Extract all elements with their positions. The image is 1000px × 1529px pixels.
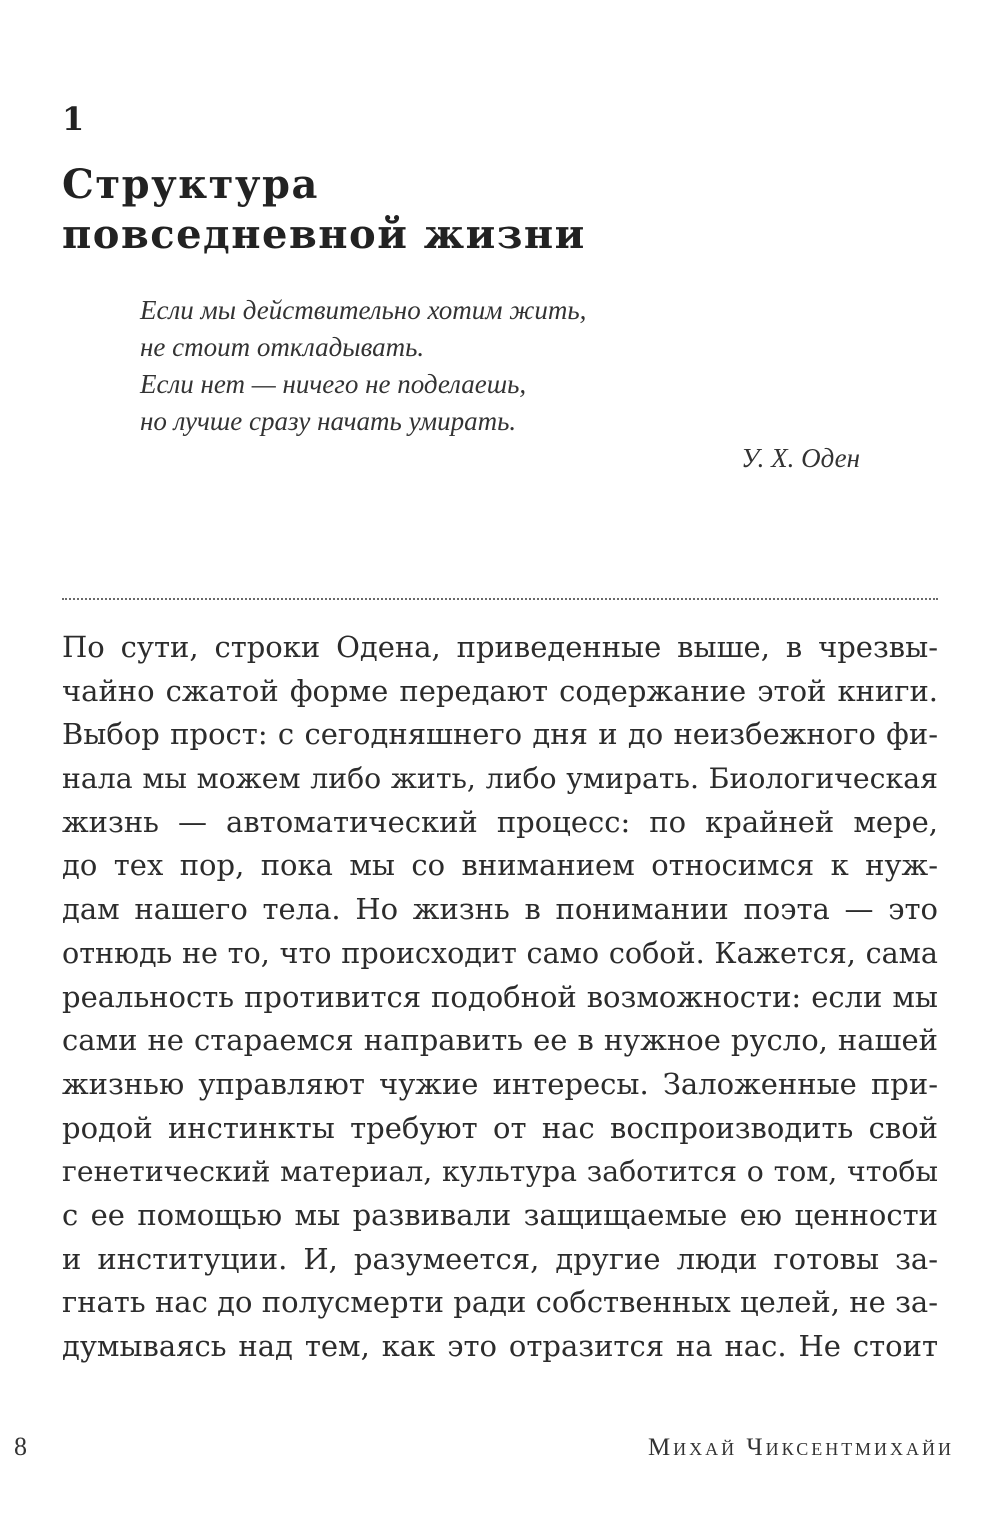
chapter-title xyxy=(62,160,962,260)
body-text xyxy=(62,626,938,1369)
page-number: 8 xyxy=(14,1432,27,1461)
body-line: реальность противится подобной возможности: если мы xyxy=(62,979,938,1014)
body-line: и институции. И, разумеется, другие люди готовы за- xyxy=(62,1241,938,1276)
dotted-divider xyxy=(62,598,938,600)
body-line: гнать нас до полусмерти ради собственных целей, не за- xyxy=(62,1285,938,1320)
body-line: нала мы можем либо жить, либо умирать. Биологическая xyxy=(62,762,938,796)
body-line: родой инстинкты требуют от нас воспроизводить свой xyxy=(62,1110,938,1145)
chapter-title-line: повседневной жизни xyxy=(62,211,586,258)
body-line: По сути, строки Одена, приведенные выше, в чрезвы- xyxy=(62,630,938,664)
epigraph-line: но лучше сразу начать умирать. xyxy=(140,406,517,436)
body-line: сами не стараемся направить ее в нужное русло, нашей xyxy=(62,1023,938,1058)
body-line: чайно сжатой форме передают содержание этой книги. xyxy=(62,673,938,708)
body-line: отнюдь не то, что происходит само собой. Кажется, сама xyxy=(62,935,938,970)
running-footer-author: Михай Чиксентмихайи xyxy=(647,1434,954,1461)
chapter-number: 1 xyxy=(62,100,85,138)
chapter-title-line: Структура xyxy=(62,161,319,208)
body-line: с ее помощью мы развивали защищаемые ею ценности xyxy=(62,1197,938,1232)
epigraph-author: У. Х. Оден xyxy=(741,443,860,473)
body-line: думываясь над тем, как это отразится на нас. Не стоит xyxy=(62,1329,938,1363)
body-line: дам нашего тела. Но жизнь в понимании поэта — это xyxy=(62,892,938,927)
body-line: жизнь — автоматический процесс: по крайней мере, xyxy=(62,804,938,839)
epigraph-line: не стоит откладывать. xyxy=(140,332,425,362)
body-line: до тех пор, пока мы со вниманием относимся к нуж- xyxy=(62,848,938,883)
epigraph xyxy=(140,292,860,440)
body-line: Выбор прост: с сегодняшнего дня и до неизбежного фи- xyxy=(62,717,938,752)
epigraph-line: Если мы действительно хотим жить, xyxy=(140,295,587,325)
epigraph-line: Если нет — ничего не поделаешь, xyxy=(140,369,527,399)
body-line: генетический материал, культура заботится о том, чтобы xyxy=(62,1155,938,1189)
body-line: жизнью управляют чужие интересы. Заложенные при- xyxy=(62,1066,938,1101)
